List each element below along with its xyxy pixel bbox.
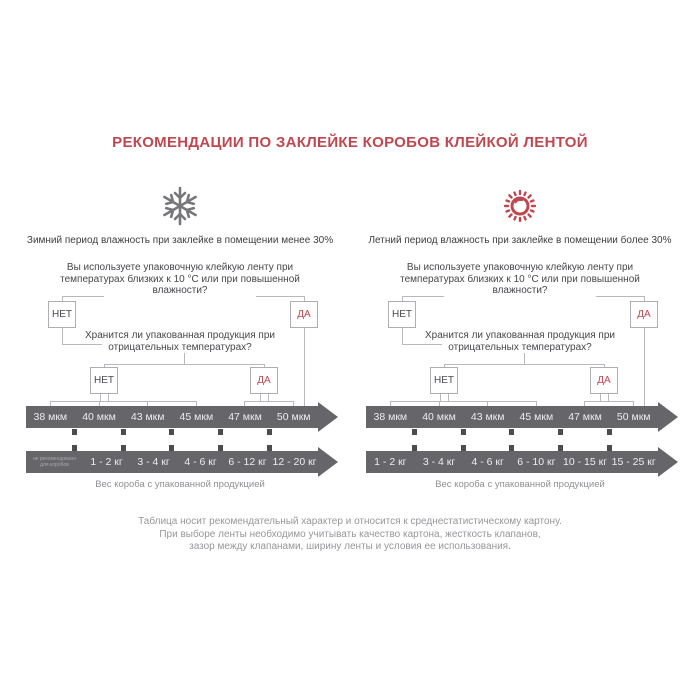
no-box: НЕТ <box>48 301 76 328</box>
flow-line <box>584 401 633 402</box>
thickness-segment: 43 мкм <box>130 411 165 423</box>
period-label: Летний период влажность при заклейке в помещении более 30% <box>368 235 672 246</box>
arrow-head <box>318 447 338 477</box>
scale-tick <box>267 429 272 435</box>
scale-tick <box>121 429 126 435</box>
no-box: НЕТ <box>90 367 118 394</box>
flow-line <box>444 364 604 365</box>
flow-line <box>600 394 601 401</box>
weight-segment: 3 - 4 кг <box>422 456 456 468</box>
yes-box: ДА <box>630 301 658 328</box>
thickness-segment: 45 мкм <box>519 411 554 423</box>
arrow-head <box>658 447 678 477</box>
weight-bar <box>26 451 318 473</box>
flow-line <box>268 394 269 401</box>
no-box: НЕТ <box>430 367 458 394</box>
no-box: НЕТ <box>388 301 416 328</box>
yes-box: ДА <box>290 301 318 328</box>
scale-tick <box>607 429 612 435</box>
flow-line <box>256 296 304 297</box>
scale-tick <box>72 429 77 435</box>
weight-caption: Вес короба с упакованной продукцией <box>95 479 265 490</box>
thickness-segment: 50 мкм <box>276 411 311 423</box>
flow-line <box>524 353 525 364</box>
sun-icon <box>498 184 542 228</box>
scale-tick <box>509 429 514 435</box>
arrow-head <box>658 402 678 432</box>
thickness-segment: 38 мкм <box>33 411 68 423</box>
scale-tick <box>558 429 563 435</box>
weight-segment: 4 - 6 кг <box>471 456 504 468</box>
footer-line: При выборе ленты необходимо учитывать качество картона, жесткость клапанов, <box>159 528 541 540</box>
thickness-segment: 40 мкм <box>422 411 456 423</box>
scale-tick <box>169 429 174 435</box>
page-title: РЕКОМЕНДАЦИИ ПО ЗАКЛЕЙКЕ КОРОБОВ КЛЕЙКОЙ ЛЕНТОЙ <box>112 134 588 151</box>
weight-segment: 6 - 12 кг <box>228 456 267 468</box>
flow-line <box>596 296 644 297</box>
flow-line <box>62 296 104 297</box>
weight-segment: 12 - 20 кг <box>272 456 317 468</box>
weight-bar <box>366 451 658 473</box>
weight-segment: 3 - 4 кг <box>137 456 170 468</box>
scale-tick <box>412 429 417 435</box>
arrow-head <box>318 402 338 432</box>
thickness-segment: 43 мкм <box>470 411 505 423</box>
thickness-segment: 47 мкм <box>228 411 262 423</box>
weight-segment: 1 - 2 кг <box>90 456 123 468</box>
flow-line <box>440 394 441 401</box>
flow-line <box>104 364 264 365</box>
yes-box: ДА <box>250 367 278 394</box>
weight-segment: 4 - 6 кг <box>184 456 217 468</box>
period-label: Зимний период влажность при заклейке в помещении менее 30% <box>26 235 334 246</box>
thickness-bar <box>26 406 318 428</box>
yes-box: ДА <box>590 367 618 394</box>
weight-segment: 15 - 25 кг <box>611 456 656 468</box>
flow-line <box>260 394 261 401</box>
question-temperature: Вы используете упаковочную клейкую ленту при температурах близких к 10 °С или при повышенной влажности? <box>400 262 640 296</box>
flow-line <box>184 353 185 364</box>
scale-tick <box>461 429 466 435</box>
flow-line <box>100 394 101 401</box>
summer-column <box>352 0 688 700</box>
footer-line: Таблица носит рекомендательный характер и относится к среднестатистическому картону. <box>138 516 562 527</box>
footer-line: зазор между клапанами, ширину ленты и условия ее использования. <box>189 541 511 552</box>
flow-line <box>402 296 444 297</box>
thickness-segment: 45 мкм <box>179 411 214 423</box>
flow-line <box>108 394 109 401</box>
flow-line <box>608 394 609 401</box>
weight-segment: 1 - 2 кг <box>374 456 407 468</box>
weight-segment: 10 - 15 кг <box>563 456 608 468</box>
question-storage: Хранится ли упакованная продукция при отрицательных температурах? <box>425 330 615 353</box>
weight-caption: Вес короба с упакованной продукцией <box>435 479 605 490</box>
weight-segment: 6 - 10 кг <box>517 456 556 468</box>
thickness-segment: 38 мкм <box>373 411 408 423</box>
winter-column <box>12 0 348 700</box>
snowflake-icon <box>158 184 202 228</box>
flow-line <box>50 401 196 402</box>
weight-segment-not-recommended: не рекомендовано для коробов <box>32 456 77 468</box>
thickness-bar <box>366 406 658 428</box>
thickness-segment: 50 мкм <box>616 411 651 423</box>
scale-tick <box>218 429 223 435</box>
flow-line <box>448 394 449 401</box>
footer-note <box>70 516 630 554</box>
flow-line <box>390 401 536 402</box>
question-temperature: Вы используете упаковочную клейкую ленту при температурах близких к 10 °С или при повышенной влажности? <box>60 262 300 296</box>
question-storage: Хранится ли упакованная продукция при отрицательных температурах? <box>85 330 275 353</box>
thickness-segment: 40 мкм <box>82 411 116 423</box>
flow-line <box>244 401 293 402</box>
thickness-segment: 47 мкм <box>568 411 602 423</box>
